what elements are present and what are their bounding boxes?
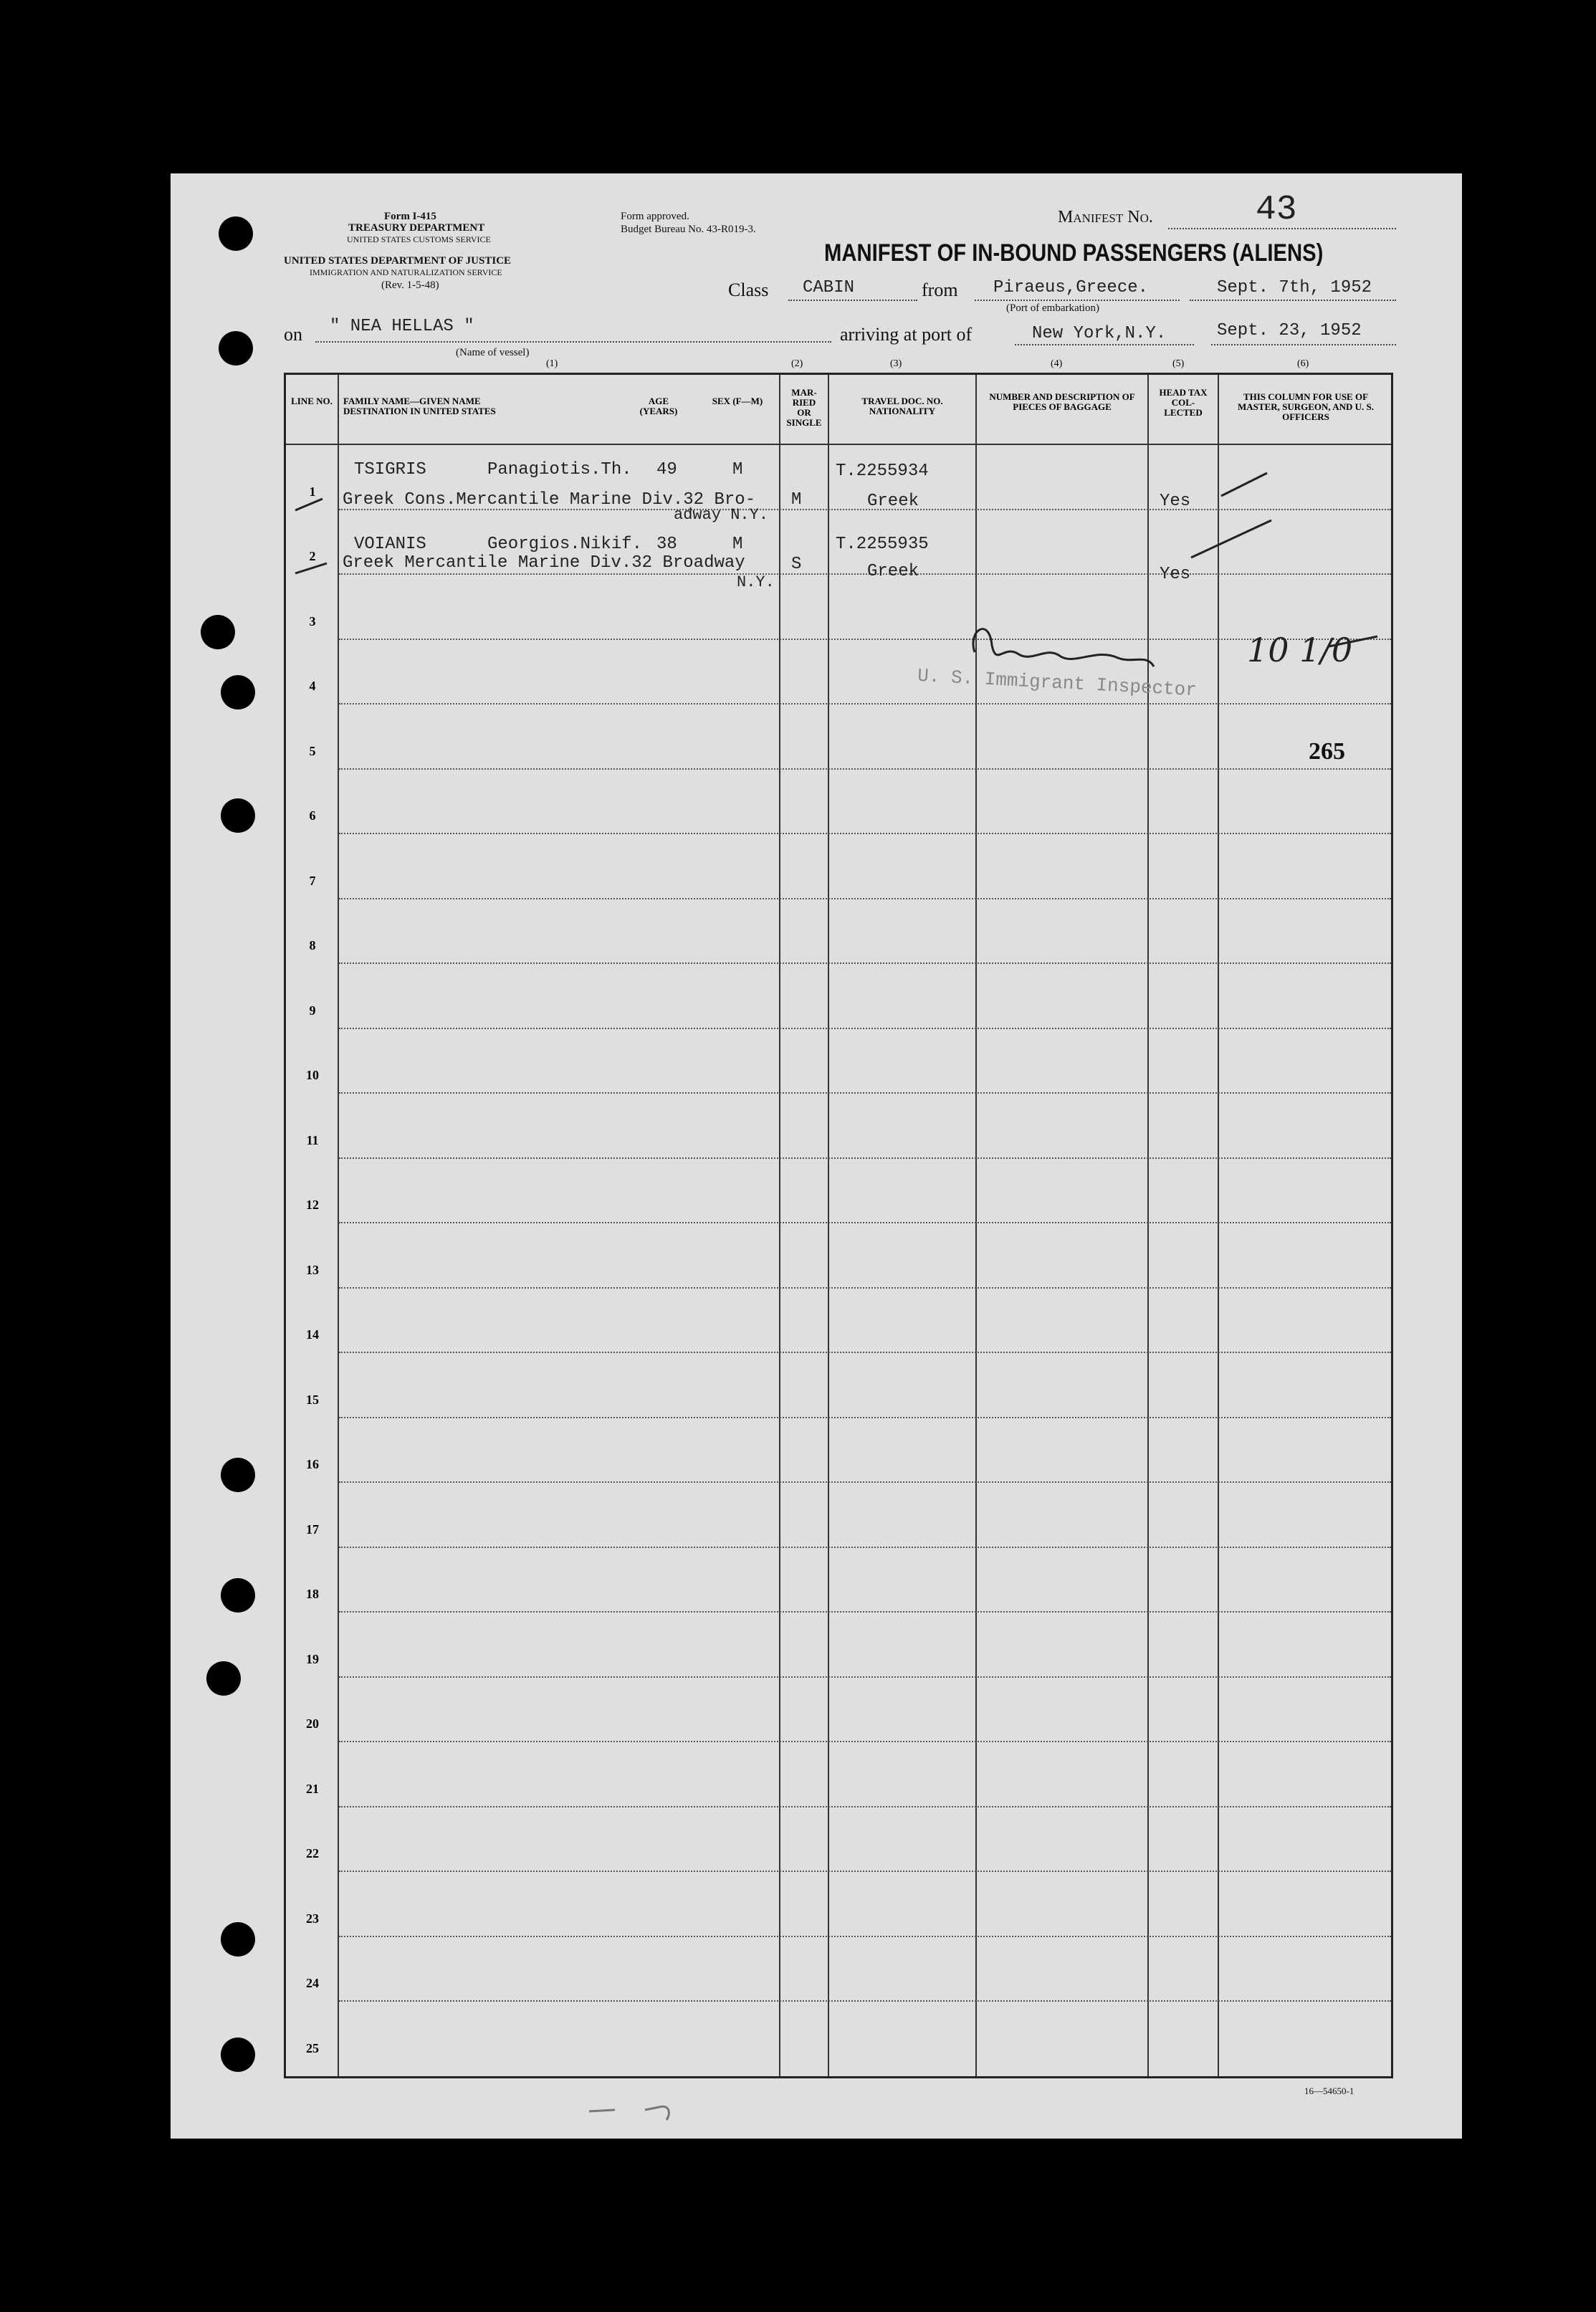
header-name: FAMILY NAME—GIVEN NAME DESTINATION IN UNITED STATES <box>343 396 496 416</box>
passenger-2-nationality: Greek <box>867 562 919 581</box>
arrival-port: New York,N.Y. <box>1032 324 1167 343</box>
passenger-2-family: VOIANIS <box>354 535 426 554</box>
line-number: 9 <box>309 1003 316 1018</box>
footer-code: 16—54650-1 <box>1304 2086 1354 2096</box>
line-number: 10 <box>306 1068 319 1082</box>
passenger-2-destination: Greek Mercantile Marine Div.32 Broadway <box>343 553 745 573</box>
header-baggage: NUMBER AND DESCRIPTION OF PIECES OF BAGGAGE <box>989 391 1135 412</box>
passenger-2-married: S <box>791 555 802 574</box>
line-number: 12 <box>306 1198 319 1212</box>
header-travel-doc: TRAVEL DOC. NO. NATIONALITY <box>861 396 943 416</box>
line-number: 2 <box>309 549 316 563</box>
header-married: MAR-RIED OR SINGLE <box>786 387 822 428</box>
passenger-2-destination-2: N.Y. <box>737 573 775 591</box>
on-label: on <box>284 324 302 345</box>
treasury-dept: TREASURY DEPARTMENT <box>348 222 485 234</box>
line-number: 11 <box>306 1132 319 1147</box>
header-sex: SEX (F—M) <box>712 396 763 406</box>
passenger-1-age: 49 <box>656 460 677 479</box>
arriving-label: arriving at port of <box>840 324 973 345</box>
passenger-2-head-tax: Yes <box>1160 565 1191 584</box>
passenger-count: 265 <box>1309 738 1345 765</box>
handwritten-fraction: 10 1/0 <box>1247 631 1353 669</box>
passenger-1-married: M <box>791 490 802 510</box>
line-number: 6 <box>309 808 316 823</box>
class-label: Class <box>728 280 769 300</box>
line-number: 19 <box>306 1651 319 1666</box>
header-line-no: LINE NO. <box>291 396 333 406</box>
passenger-1-given: Panagiotis.Th. <box>487 460 632 479</box>
line-number: 16 <box>306 1457 319 1471</box>
revision: (Rev. 1-5-48) <box>381 280 439 291</box>
line-number: 8 <box>309 938 316 952</box>
line-number: 18 <box>306 1587 319 1601</box>
from-value: Piraeus,Greece. <box>993 278 1149 297</box>
departure-date: Sept. 7th, 1952 <box>1217 278 1372 297</box>
header-age: AGE (YEARS) <box>639 396 678 416</box>
passenger-1-family: TSIGRIS <box>354 460 426 479</box>
line-number: 13 <box>306 1262 319 1277</box>
manifest-no-label: Manifest No. <box>1058 208 1153 226</box>
vessel-note: (Name of vessel) <box>456 347 530 358</box>
line-number: 17 <box>306 1522 319 1537</box>
passenger-1-sex: M <box>732 460 743 479</box>
col-num-3: (3) <box>890 358 902 369</box>
line-number: 22 <box>306 1846 319 1860</box>
passenger-1-destination: Greek Cons.Mercantile Marine Div.32 Bro- <box>343 490 756 510</box>
passenger-1-nationality: Greek <box>867 492 919 511</box>
line-number: 1 <box>309 484 316 499</box>
passenger-2-doc: T.2255935 <box>836 535 929 554</box>
line-number: 5 <box>309 743 316 758</box>
passenger-2-sex: M <box>732 535 743 554</box>
form-approved: Form approved. <box>621 211 689 222</box>
line-number: 7 <box>309 873 316 888</box>
manifest-no-value: 43 <box>1256 191 1297 229</box>
line-number: 21 <box>306 1781 319 1796</box>
line-number: 23 <box>306 1911 319 1926</box>
col-num-5: (5) <box>1172 358 1185 369</box>
col-num-2: (2) <box>791 358 803 369</box>
line-number: 20 <box>306 1716 319 1731</box>
header-officers: THIS COLUMN FOR USE OF MASTER, SURGEON, AND U. S. OFFICERS <box>1238 391 1374 422</box>
customs-service: UNITED STATES CUSTOMS SERVICE <box>347 234 491 244</box>
line-number: 15 <box>306 1392 319 1407</box>
manifest-title: MANIFEST OF IN-BOUND PASSENGERS (ALIENS) <box>824 239 1324 267</box>
form-number: Form I-415 <box>384 211 436 222</box>
budget-bureau: Budget Bureau No. 43-R019-3. <box>621 224 756 235</box>
class-value: CABIN <box>803 278 855 297</box>
passenger-1-destination-2: adway N.Y. <box>674 506 769 524</box>
passenger-1-doc: T.2255934 <box>836 462 929 481</box>
arrival-date: Sept. 23, 1952 <box>1217 321 1362 340</box>
inspector-stamp: U. S. Immigrant Inspector <box>917 664 1198 702</box>
col-num-4: (4) <box>1051 358 1063 369</box>
ins-service: IMMIGRATION AND NATURALIZATION SERVICE <box>310 267 502 277</box>
justice-dept: UNITED STATES DEPARTMENT OF JUSTICE <box>284 255 512 267</box>
line-number: 25 <box>306 2040 319 2055</box>
col-num-1: (1) <box>546 358 558 369</box>
line-number: 3 <box>309 613 316 629</box>
header-head-tax: HEAD TAX COL-LECTED <box>1159 387 1208 418</box>
line-number: 24 <box>306 1976 319 1990</box>
col-num-6: (6) <box>1297 358 1309 369</box>
from-label: from <box>922 280 958 300</box>
passenger-1-head-tax: Yes <box>1160 492 1191 511</box>
line-number: 4 <box>309 679 316 693</box>
passenger-2-age: 38 <box>656 535 677 554</box>
vessel-name: " NEA HELLAS " <box>330 317 474 336</box>
line-number: 14 <box>306 1327 319 1342</box>
port-embarkation-note: (Port of embarkation) <box>1006 302 1099 314</box>
passenger-2-given: Georgios.Nikif. <box>487 535 643 554</box>
